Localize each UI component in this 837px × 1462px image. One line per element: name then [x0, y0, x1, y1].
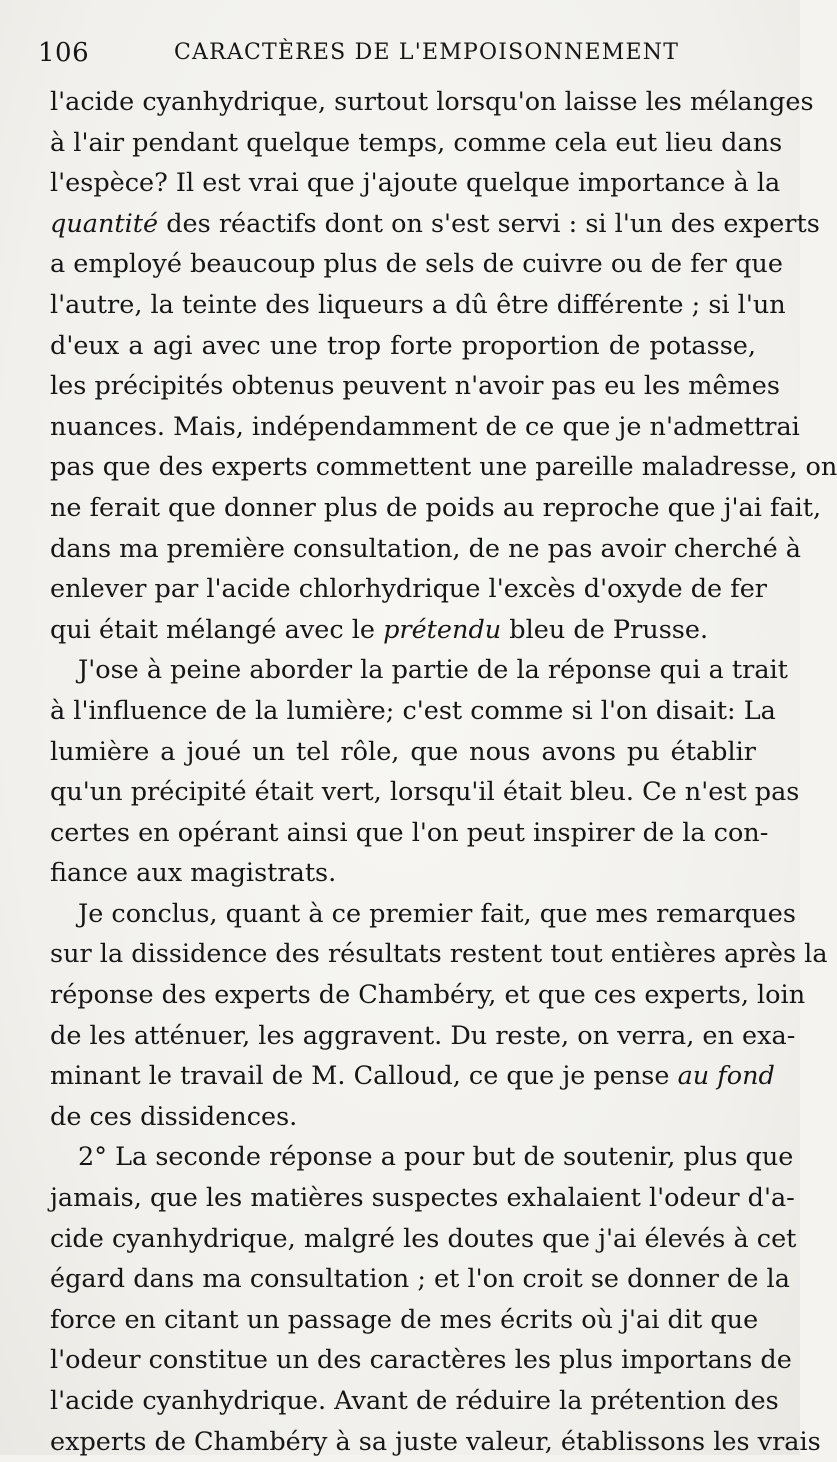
text-line — [50, 1219, 797, 1260]
text-segment: d'eux a agi avec une trop forte proportion de potasse, — [50, 330, 756, 361]
text-segment: sur la dissidence des résultats restent tout entières après la — [50, 939, 828, 970]
text-line — [50, 1016, 796, 1057]
text-segment: fiance aux magistrats. — [50, 858, 337, 889]
italic-text: prétendu — [383, 614, 502, 645]
text-segment: l'autre, la teinte des liqueurs a dû être différente ; si l'un — [50, 289, 786, 320]
text-segment: égard dans ma consultation ; et l'on croit se donner de la — [50, 1264, 790, 1295]
text-line — [50, 204, 820, 245]
text-line — [50, 1300, 759, 1341]
text-segment: a employé beaucoup plus de sels de cuivre ou de fer que — [50, 249, 783, 280]
text-segment: bleu de Prusse. — [501, 614, 709, 645]
text-segment: les précipités obtenus peuvent n'avoir pas eu les mêmes — [50, 371, 780, 402]
text-segment: de ces dissidences. — [50, 1101, 298, 1132]
text-segment: J'ose à peine aborder la partie de la réponse qui a trait — [78, 655, 788, 686]
text-segment: enlever par l'acide chlorhydrique l'excès d'oxyde de fer — [50, 574, 767, 605]
text-line — [50, 853, 756, 894]
text-segment: 2° La seconde réponse a pour but de soutenir, plus que — [78, 1142, 794, 1173]
text-segment: ne ferait que donner plus de poids au reproche que j'ai fait, — [50, 492, 822, 523]
text-segment: de les atténuer, les aggravent. Du reste, on verra, en exa- — [50, 1020, 796, 1051]
text-segment: l'odeur constitue un des caractères les plus importans de — [50, 1345, 792, 1376]
italic-text: au fond — [677, 1061, 775, 1092]
page-number: 106 — [38, 38, 90, 68]
text-line — [50, 529, 801, 570]
text-segment: qu'un précipité était vert, lorsqu'il était bleu. Ce n'est pas — [50, 777, 800, 808]
text-segment: l'acide cyanhydrique, surtout lorsqu'on laisse les mélanges — [50, 87, 814, 117]
text-line — [50, 934, 828, 975]
text-segment: jamais, que les matières suspectes exhalaient l'odeur d'a- — [50, 1183, 795, 1214]
italic-text: quantité — [50, 208, 159, 239]
text-line — [50, 447, 837, 488]
text-line — [50, 772, 800, 813]
text-line — [50, 123, 783, 164]
text-line — [50, 1340, 792, 1381]
text-line — [50, 1422, 821, 1462]
text-line — [50, 244, 783, 285]
text-segment: l'espèce? Il est vrai que j'ajoute quelque importance à la — [50, 168, 781, 199]
text-line — [50, 610, 756, 651]
text-line — [50, 732, 756, 773]
text-line — [50, 82, 814, 123]
text-line — [50, 1056, 775, 1097]
text-segment: minant le travail de M. Calloud, ce que je pense — [50, 1061, 678, 1092]
text-line — [50, 1097, 756, 1138]
text-line — [50, 326, 756, 367]
text-line — [50, 813, 769, 854]
text-segment: lumière a joué un tel rôle, que nous avons pu établir — [50, 736, 756, 767]
text-line — [50, 691, 776, 732]
running-head: CARACTÈRES DE L'EMPOISONNEMENT — [174, 40, 680, 65]
text-segment: nuances. Mais, indépendamment de ce que je n'admettrai — [50, 411, 800, 442]
text-line — [50, 1259, 790, 1300]
text-line — [50, 163, 781, 204]
text-segment: qui était mélangé avec le — [50, 614, 384, 645]
text-segment: Je conclus, quant à ce premier fait, que mes remarques — [78, 898, 796, 929]
text-segment: l'acide cyanhydrique. Avant de réduire la prétention des — [50, 1386, 779, 1416]
text-line — [50, 894, 796, 935]
text-segment: cide cyanhydrique, malgré les doutes que j'ai élevés à cet — [50, 1223, 797, 1254]
text-segment: force en citant un passage de mes écrits où j'ai dit que — [50, 1304, 759, 1335]
text-segment: experts de Chambéry à sa juste valeur, établissons les vrais — [50, 1426, 821, 1457]
text-line — [50, 1381, 779, 1422]
text-line — [50, 407, 800, 448]
text-line — [50, 1178, 795, 1219]
text-line — [50, 975, 806, 1016]
body-text — [50, 82, 837, 1462]
text-line — [50, 1137, 794, 1178]
text-line — [50, 285, 786, 326]
text-segment: réponse des experts de Chambéry, et que ces experts, loin — [50, 980, 806, 1011]
text-segment: certes en opérant ainsi que l'on peut inspirer de la con- — [50, 817, 769, 848]
text-line — [50, 366, 780, 407]
text-segment: à l'influence de la lumière; c'est comme si l'on disait: La — [50, 695, 776, 726]
text-segment: des réactifs dont on s'est servi : si l'un des experts — [158, 208, 820, 239]
page-header — [38, 38, 738, 78]
text-line — [50, 569, 767, 610]
text-segment: pas que des experts commettent une pareille maladresse, on — [50, 452, 837, 483]
text-segment: à l'air pendant quelque temps, comme cela eut lieu dans — [50, 127, 783, 158]
text-line — [50, 650, 788, 691]
text-line — [50, 488, 822, 529]
text-segment: dans ma première consultation, de ne pas avoir cherché à — [50, 533, 801, 564]
